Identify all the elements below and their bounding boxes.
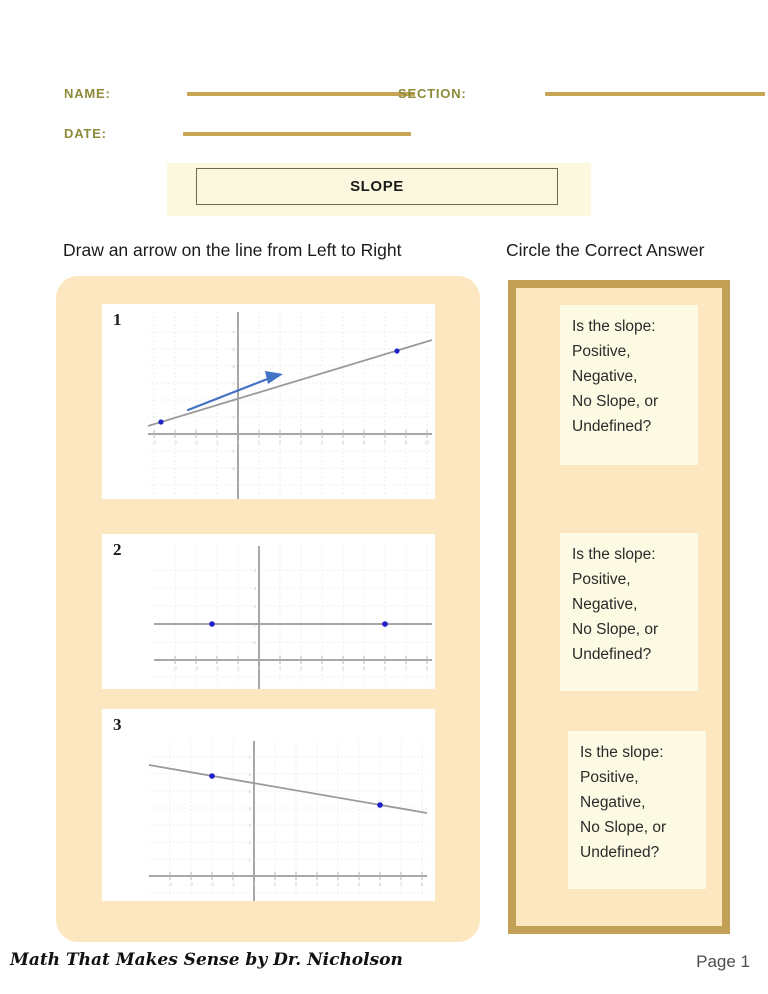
plot-point-3a xyxy=(209,773,215,779)
svg-text:-4: -4 xyxy=(167,882,173,887)
answer-line-1: Is the slope: xyxy=(572,318,656,335)
graph-3-plot[interactable] xyxy=(102,709,435,901)
svg-text:-3: -3 xyxy=(188,882,194,887)
footer-page-number: Page 1 xyxy=(696,952,750,971)
answer-option-positive[interactable]: Positive, xyxy=(580,769,639,787)
svg-text:0: 0 xyxy=(236,440,240,445)
svg-text:0: 0 xyxy=(257,666,261,671)
name-write-in-line[interactable] xyxy=(187,92,415,96)
svg-text:8: 8 xyxy=(425,666,429,671)
section-write-in-line[interactable] xyxy=(545,92,765,96)
name-label: NAME: xyxy=(64,86,111,101)
plot-point-1b xyxy=(394,348,399,353)
svg-text:5: 5 xyxy=(341,440,345,445)
svg-text:2: 2 xyxy=(278,440,282,445)
svg-text:-2: -2 xyxy=(209,882,215,887)
answer-choice-box-3[interactable] xyxy=(568,731,706,889)
svg-text:-2: -2 xyxy=(214,666,220,671)
answer-option-positive[interactable]: Positive, xyxy=(572,571,631,589)
answer-option-positive[interactable]: Positive, xyxy=(572,343,631,361)
date-write-in-line[interactable] xyxy=(183,132,411,136)
svg-text:-1: -1 xyxy=(214,440,220,445)
answer-option-no-slope[interactable]: No Slope, or xyxy=(572,621,659,639)
svg-text:-1: -1 xyxy=(235,666,241,671)
svg-text:2: 2 xyxy=(294,882,298,887)
svg-text:-2: -2 xyxy=(230,466,235,471)
graph-number-3: 3 xyxy=(113,715,122,734)
svg-text:5: 5 xyxy=(362,666,366,671)
svg-text:-4: -4 xyxy=(172,666,178,671)
section-label: SECTION: xyxy=(398,86,467,101)
graph-number-1: 1 xyxy=(113,310,122,329)
svg-text:4: 4 xyxy=(341,666,345,671)
name-field-row xyxy=(64,86,415,101)
svg-text:6: 6 xyxy=(232,347,235,352)
answer-option-undefined[interactable]: Undefined? xyxy=(572,646,652,664)
plot-point-3b xyxy=(377,802,383,808)
answer-option-undefined[interactable]: Undefined? xyxy=(572,418,652,436)
answer-option-no-slope[interactable]: No Slope, or xyxy=(572,393,659,411)
svg-text:-3: -3 xyxy=(172,440,178,445)
graph-panel xyxy=(56,276,480,942)
grid-vertical-2 xyxy=(172,546,427,686)
plot-point-2a xyxy=(209,621,215,627)
svg-text:1: 1 xyxy=(253,623,256,628)
svg-text:2: 2 xyxy=(248,840,251,845)
worksheet-title-box xyxy=(196,168,558,205)
svg-text:7: 7 xyxy=(248,755,251,760)
instruction-left: Draw an arrow on the line from Left to Right xyxy=(63,240,402,260)
graph-card-3[interactable] xyxy=(102,709,435,901)
svg-text:-3: -3 xyxy=(193,666,199,671)
svg-text:7: 7 xyxy=(399,882,403,887)
plot-point-2b xyxy=(382,621,388,627)
answer-line-1: Is the slope: xyxy=(580,744,664,761)
x-tick-labels-2 xyxy=(173,666,429,671)
plot-point-1a xyxy=(158,419,163,424)
svg-text:3: 3 xyxy=(320,666,324,671)
svg-text:3: 3 xyxy=(299,440,303,445)
svg-text:5: 5 xyxy=(232,364,235,369)
answer-option-undefined[interactable]: Undefined? xyxy=(580,844,660,862)
svg-text:7: 7 xyxy=(404,666,408,671)
svg-text:6: 6 xyxy=(248,772,251,777)
svg-text:10: 10 xyxy=(424,440,430,445)
svg-text:1: 1 xyxy=(273,882,277,887)
date-field-row xyxy=(64,126,411,141)
svg-text:1: 1 xyxy=(278,666,282,671)
svg-text:5: 5 xyxy=(248,789,251,794)
y-tick-labels-3 xyxy=(248,755,251,862)
answer-choice-box-2[interactable] xyxy=(560,533,698,691)
svg-text:2: 2 xyxy=(253,604,256,609)
section-field-row xyxy=(398,86,765,101)
svg-text:4: 4 xyxy=(248,806,251,811)
svg-text:-1: -1 xyxy=(230,449,235,454)
graph-1-plot[interactable] xyxy=(102,304,435,499)
svg-text:7: 7 xyxy=(232,330,235,335)
y-tick-labels-2 xyxy=(252,568,257,645)
answer-option-negative[interactable]: Negative, xyxy=(580,794,646,812)
svg-text:2: 2 xyxy=(299,666,303,671)
graph-number-2: 2 xyxy=(113,540,122,559)
x-tick-labels-3 xyxy=(168,882,424,887)
svg-text:3: 3 xyxy=(315,882,319,887)
answer-option-negative[interactable]: Negative, xyxy=(572,368,638,386)
svg-text:7: 7 xyxy=(383,440,387,445)
svg-text:5: 5 xyxy=(357,882,361,887)
svg-text:-1: -1 xyxy=(230,882,236,887)
svg-text:-4: -4 xyxy=(151,440,157,445)
svg-text:4: 4 xyxy=(336,882,340,887)
answer-option-no-slope[interactable]: No Slope, or xyxy=(580,819,667,837)
svg-text:1: 1 xyxy=(257,440,261,445)
answer-line-1: Is the slope: xyxy=(572,546,656,563)
svg-text:6: 6 xyxy=(362,440,366,445)
svg-text:4: 4 xyxy=(320,440,324,445)
svg-text:0: 0 xyxy=(252,882,256,887)
svg-text:6: 6 xyxy=(383,666,387,671)
svg-text:8: 8 xyxy=(404,440,408,445)
svg-text:1: 1 xyxy=(248,857,251,862)
student-arrow-1 xyxy=(188,371,283,410)
answer-choice-box-1[interactable] xyxy=(560,305,698,465)
grid-vertical-1 xyxy=(151,312,427,494)
graph-card-1[interactable] xyxy=(102,304,435,499)
svg-text:-1: -1 xyxy=(251,640,256,645)
page-title: SLOPE xyxy=(350,178,404,195)
graph-card-2[interactable] xyxy=(102,534,435,689)
instruction-right: Circle the Correct Answer xyxy=(506,240,705,260)
answer-panel xyxy=(508,280,730,934)
footer-credit: Math That Makes Sense by Dr. Nicholson xyxy=(10,950,403,970)
svg-text:2: 2 xyxy=(232,415,235,420)
svg-text:3: 3 xyxy=(253,586,256,591)
svg-text:-2: -2 xyxy=(193,440,199,445)
answer-option-negative[interactable]: Negative, xyxy=(572,596,638,614)
svg-text:4: 4 xyxy=(232,381,235,386)
graph-2-plot[interactable] xyxy=(102,534,435,689)
svg-text:3: 3 xyxy=(248,823,251,828)
svg-text:4: 4 xyxy=(253,568,256,573)
x-tick-labels-1 xyxy=(152,440,430,445)
svg-text:8: 8 xyxy=(420,882,424,887)
svg-text:6: 6 xyxy=(378,882,382,887)
date-label: DATE: xyxy=(64,126,107,141)
